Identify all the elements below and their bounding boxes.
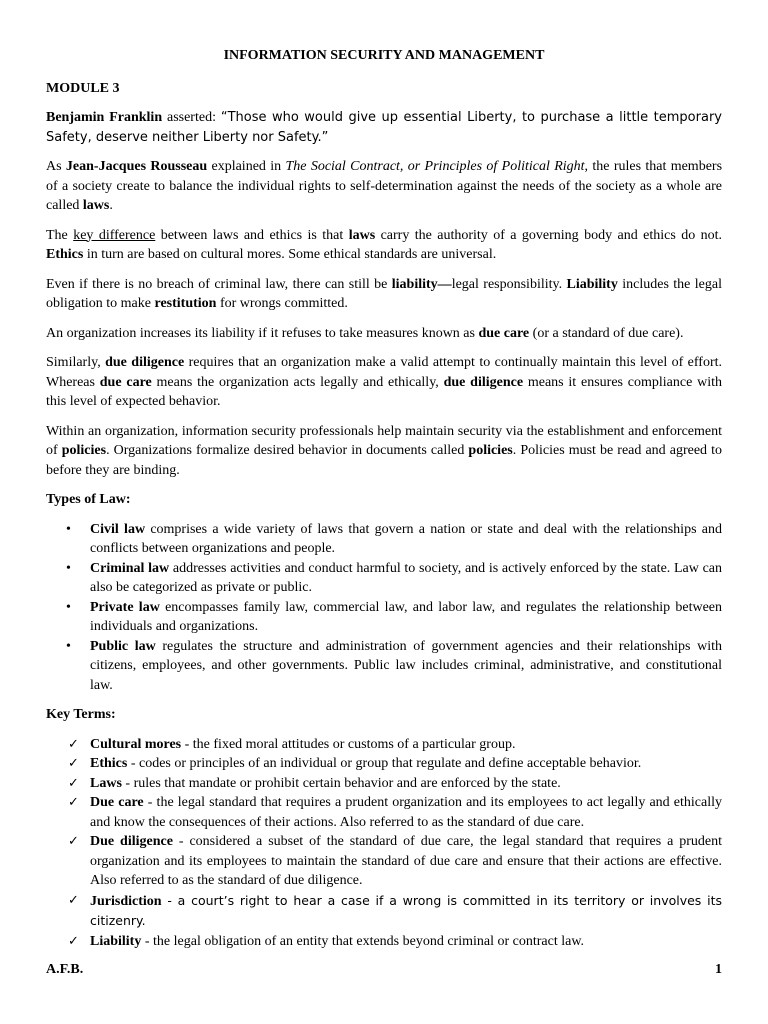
bullet-icon: • — [66, 521, 71, 537]
social-contract-title: The Social Contract, or Principles of Political Right — [285, 159, 585, 174]
checkmark-icon: ✓ — [68, 736, 79, 752]
list-item: • Public law regulates the structure and administration of government agencies and their relationships with citizens, employees, and other governments. Public law includes criminal, administrative, and constitutional law. — [66, 638, 722, 693]
rousseau-name: Jean-Jacques Rousseau — [65, 159, 208, 174]
list-item: ✓ Due care - the legal standard that requires a prudent organization and its employees to act legally and ethically and know the consequences of their actions. Also referred to as the standard of due care. — [68, 795, 723, 830]
list-item: • Criminal law addresses activities and conduct harmful to society, and is actively enforced by the state. Law can also be categorized as private or public. — [66, 560, 722, 595]
due-diligence-paragraph: Similarly, due diligence requires that an organization make a valid attempt to continually maintain this level of effort. Whereas due care means the organization acts legally and ethically, due diligence means it ensures compliance with this level of expected behavior. — [46, 355, 723, 409]
page-number: 1 — [715, 962, 722, 977]
checkmark-icon: ✓ — [68, 756, 79, 771]
list-item: ✓ Liability - the legal obligation of an entity that extends beyond criminal or contract law. — [46, 932, 722, 952]
document-title: INFORMATION SECURITY AND MANAGEMENT — [223, 48, 545, 63]
rousseau-paragraph: As Jean-Jacques Rousseau explained in The Social Contract, or Principles of Political Right, the rules that members of a society create to balance the individual rights to self-determination against the needs of the society as a whole are called laws. — [46, 159, 723, 213]
list-item: ✓ Laws - rules that mandate or prohibit certain behavior and are enforced by the state. — [46, 774, 722, 794]
franklin-quote: “Those who would give up essential Liberty, to purchase a little temporary Safety, deserve neither Liberty nor Safety.” — [46, 110, 722, 145]
franklin-paragraph: Benjamin Franklin asserted: “Those who would give up essential Liberty, to purchase a little temporary Safety, deserve neither Liberty nor Safety.” — [46, 110, 722, 145]
list-item: • Civil law comprises a wide variety of laws that govern a nation or state and deal with the relationships and conflicts between organizations and people. — [66, 521, 722, 556]
liability-paragraph: Even if there is no breach of criminal law, there can still be liability—legal responsibility. Liability includes the legal obligation to make restitution for wrongs committed. — [46, 276, 722, 311]
list-item: • Private law encompasses family law, commercial law, and labor law, and regulates the relationship between individuals and organizations. — [66, 599, 723, 634]
policies-paragraph: Within an organization, information security professionals help maintain security via the establishment and enforcement of policies. Organizations formalize desired behavior in documents called policies. Policies must be read and agreed to before they are binding. — [46, 423, 722, 478]
checkmark-icon: ✓ — [68, 775, 79, 791]
bullet-icon: • — [66, 599, 71, 615]
list-item: ✓ Ethics - codes or principles of an individual or group that regulate and define acceptable behavior. — [46, 754, 722, 774]
due-care-paragraph: An organization increases its liability if it refuses to take measures known as due care (or a standard of due care). — [46, 325, 684, 341]
types-of-law-heading: Types of Law: — [46, 492, 131, 507]
bullet-icon: • — [66, 638, 71, 654]
page-footer — [46, 960, 722, 980]
checkmark-icon: ✓ — [68, 795, 79, 810]
checkmark-icon: ✓ — [68, 892, 79, 908]
types-of-law-list — [46, 520, 722, 696]
key-difference-paragraph: The key difference between laws and ethics is that laws carry the authority of a governing body and ethics do not. Ethics in turn are based on cultural mores. Some ethical standards are universal. — [46, 227, 722, 262]
list-item: ✓ Due diligence - considered a subset of the standard of due care, the legal standard that requires a prudent organization and its employees to maintain the standard of due care and ensure that their actions are effective. Also referred to as the standard of due diligence. — [68, 834, 722, 888]
key-terms-heading: Key Terms: — [46, 707, 116, 722]
list-item: ✓ Cultural mores - the fixed moral attitudes or customs of a particular group. — [46, 735, 722, 755]
module-heading: MODULE 3 — [46, 80, 120, 96]
list-item: ✓ Jurisdiction - a court’s right to hear a case if a wrong is committed in its territory or involves its citizenry. — [68, 892, 722, 928]
key-terms-list — [46, 735, 722, 952]
checkmark-icon: ✓ — [68, 933, 79, 949]
franklin-name: Benjamin Franklin — [46, 110, 163, 125]
bullet-icon: • — [66, 560, 71, 576]
footer-initials: A.F.B. — [46, 962, 84, 977]
key-difference-underline: key difference — [73, 227, 156, 243]
checkmark-icon: ✓ — [68, 834, 79, 849]
